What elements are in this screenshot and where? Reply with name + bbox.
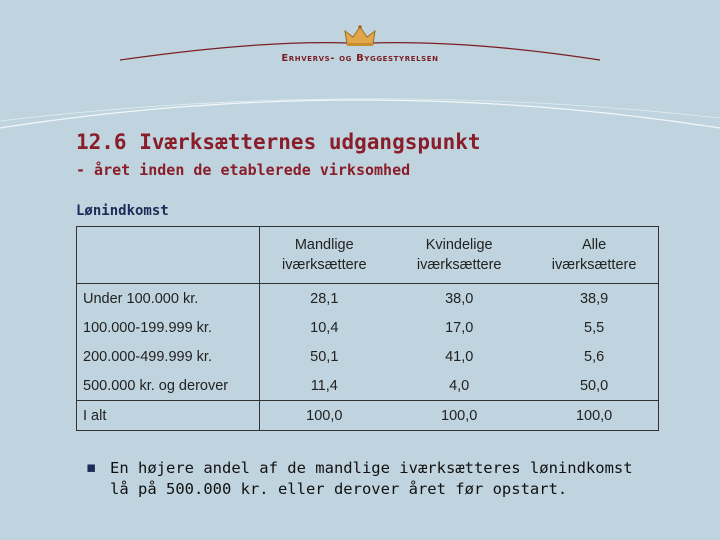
table-row — [77, 313, 659, 342]
income-table — [76, 226, 659, 431]
header-line: iværksættere — [551, 257, 637, 273]
bullet-text — [110, 458, 670, 500]
header-line: Kvindelige — [425, 237, 493, 253]
row-label: I alt — [77, 401, 260, 431]
cell-alle: 50,0 — [579, 377, 609, 394]
row-label: Under 100.000 kr. — [77, 284, 260, 314]
row-label: 200.000-499.999 kr. — [77, 342, 260, 371]
cell-alle: 5,5 — [584, 319, 605, 336]
table-total-row — [77, 401, 659, 431]
cell-kvindelige: 4,0 — [449, 377, 470, 394]
cell-kvindelige: 100,0 — [441, 407, 478, 424]
header-mandlige — [260, 227, 388, 284]
row-label: 100.000-199.999 kr. — [77, 313, 260, 342]
row-label: 500.000 kr. og derover — [77, 371, 260, 401]
cell-mandlige: 50,1 — [310, 348, 339, 365]
bullet-line: En højere andel af de mandlige iværksætteres lønindkomst — [110, 459, 633, 477]
cell-mandlige: 11,4 — [310, 377, 338, 394]
page-title: 12.6 Iværksætternes udgangspunkt — [76, 130, 481, 154]
page-subtitle: - året inden de etablerede virksomhed — [76, 161, 411, 179]
header-empty-cell — [77, 227, 260, 284]
square-bullet-icon: ▪ — [86, 458, 97, 476]
header-kvindelige — [388, 227, 530, 284]
header-line: Alle — [582, 237, 607, 253]
section-label: Lønindkomst — [76, 203, 169, 219]
table-row — [77, 284, 659, 314]
cell-alle: 5,6 — [584, 348, 605, 365]
cell-alle: 38,9 — [579, 290, 609, 307]
logo-text: Erhvervs- og Byggestyrelsen — [281, 53, 439, 64]
cell-mandlige: 10,4 — [310, 319, 339, 336]
header-alle — [530, 227, 658, 284]
cell-kvindelige: 38,0 — [445, 290, 474, 307]
table-header-row — [77, 227, 659, 284]
table-row — [77, 371, 659, 401]
header-swoosh-lines — [0, 0, 720, 140]
crown-icon — [343, 24, 377, 48]
header-line: iværksættere — [416, 257, 502, 273]
cell-alle: 100,0 — [575, 407, 613, 424]
cell-mandlige: 100,0 — [306, 407, 343, 424]
cell-kvindelige: 41,0 — [445, 348, 474, 365]
bullet-line: lå på 500.000 kr. eller derover året før opstart. — [110, 480, 568, 498]
cell-mandlige: 28,1 — [310, 290, 339, 307]
cell-kvindelige: 17,0 — [445, 319, 474, 336]
table-row — [77, 342, 659, 371]
header-line: iværksættere — [281, 257, 367, 273]
header-line: Mandlige — [294, 237, 354, 253]
